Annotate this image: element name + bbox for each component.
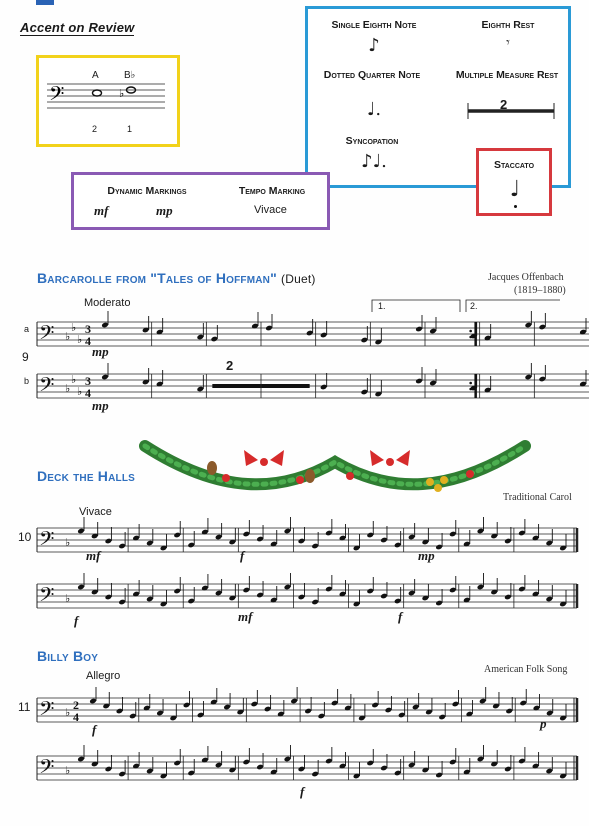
svg-text:𝄢: 𝄢 (39, 527, 55, 555)
piece-10-composer: Traditional Carol (503, 492, 572, 503)
dynamic-mf: mf (94, 203, 109, 218)
svg-text:♭: ♭ (77, 385, 83, 398)
svg-text:2: 2 (73, 698, 79, 712)
svg-text:4: 4 (85, 386, 91, 400)
note-b-label: B♭ (124, 70, 136, 81)
single-eighth-note-icon: ♪ (368, 35, 380, 56)
piece-10-staff-1 (37, 524, 577, 556)
piece-9-number: 9 (22, 350, 29, 364)
piece-10-tempo: Vivace (79, 506, 112, 518)
svg-text:3: 3 (85, 322, 91, 336)
tempo-marking-value: Vivace (254, 204, 287, 216)
note-a-label: A (92, 70, 99, 81)
piece-9-dynamic-b: mp (92, 398, 109, 413)
multiple-measure-rest-label: Multiple Measure Rest (455, 69, 559, 81)
staccato-dot-icon (514, 205, 517, 208)
piece-10-dynamic-f-1: f (240, 548, 245, 563)
piece-9-dynamic-a: mp (92, 344, 109, 359)
single-eighth-label: Single Eighth Note (331, 19, 417, 31)
piece-11-composer: American Folk Song (484, 664, 568, 675)
svg-text:♭: ♭ (65, 764, 71, 777)
piece-10-dynamic-mf-1: mf (86, 548, 101, 563)
piece-9-composer-dates: (1819–1880) (514, 285, 566, 296)
finger-a: 2 (92, 124, 98, 134)
svg-text:𝄢: 𝄢 (39, 697, 55, 725)
piece-9-tempo: Moderato (84, 297, 131, 309)
svg-text:𝄢: 𝄢 (39, 321, 55, 349)
svg-text:♭: ♭ (65, 382, 71, 395)
syncopation-icon: ♪♩. (361, 151, 387, 172)
piece-11-staff-1 (37, 694, 577, 726)
eighth-rest-icon: 𝄾 (506, 35, 510, 51)
first-ending-label: 1. (378, 301, 386, 311)
piece-10-staff-2 (37, 580, 577, 612)
dynamic-markings-label: Dynamic Markings (107, 185, 187, 197)
svg-text:𝄢: 𝄢 (39, 583, 55, 611)
dynamic-mp: mp (156, 203, 173, 218)
svg-text:𝄢: 𝄢 (49, 82, 65, 110)
piece-10-dynamic-mp: mp (418, 548, 435, 563)
second-ending-label: 2. (470, 301, 478, 311)
piece-9-multirest-count: 2 (226, 358, 234, 373)
svg-text:4: 4 (73, 710, 79, 724)
piece-11-staff-2 (37, 752, 577, 784)
piece-9-staff-a (37, 318, 589, 350)
piece-10-dynamic-f-2: f (74, 613, 79, 628)
svg-text:4: 4 (85, 334, 91, 348)
piece-11-tempo: Allegro (86, 670, 121, 682)
piece-9-part-a-label: a (24, 324, 30, 334)
dotted-quarter-note-icon: ♩. (366, 99, 382, 120)
piece-10-title: Deck the Halls (37, 468, 136, 484)
dotted-quarter-label: Dotted Quarter Note (323, 69, 421, 81)
piece-9-staff-b (37, 370, 589, 402)
piece-11-dynamic-p: p (540, 716, 547, 731)
multiple-measure-rest-count: 2 (500, 97, 508, 112)
staccato-review-box (476, 148, 552, 216)
multiple-measure-rest-icon (466, 99, 556, 123)
svg-text:3: 3 (85, 374, 91, 388)
notes-review-box (36, 55, 180, 147)
svg-text:♭: ♭ (119, 87, 125, 100)
piece-10-number: 10 (18, 530, 32, 544)
piece-11-number: 11 (18, 700, 31, 714)
svg-text:♭: ♭ (65, 592, 71, 605)
svg-text:♭: ♭ (65, 706, 71, 719)
piece-10-dynamic-mf-2: mf (238, 609, 253, 624)
eighth-rest-label: Eighth Rest (481, 19, 535, 31)
svg-text:♭: ♭ (71, 321, 77, 334)
piece-9-composer: Jacques Offenbach (488, 272, 564, 283)
tempo-marking-label: Tempo Marking (238, 185, 306, 197)
staccato-note-icon: ♩ (509, 177, 521, 202)
holiday-garland-image (140, 432, 530, 502)
piece-9-title: Barcarolle from "Tales of Hoffman" (Duet) (37, 270, 316, 286)
svg-text:♭: ♭ (65, 536, 71, 549)
dynamics-tempo-review-box (71, 172, 330, 230)
svg-text:𝄢: 𝄢 (39, 755, 55, 783)
page-corner-tab (36, 0, 54, 5)
svg-text:♭: ♭ (77, 333, 83, 346)
piece-11-title: Billy Boy (37, 648, 99, 664)
section-title: Accent on Review (20, 20, 135, 35)
piece-9-part-b-label: b (24, 376, 30, 386)
finger-b: 1 (127, 124, 133, 134)
piece-11-dynamic-f-2: f (300, 784, 305, 799)
notes-staff (47, 80, 167, 120)
piece-11-dynamic-f-1: f (92, 722, 97, 737)
svg-text:𝄢: 𝄢 (39, 373, 55, 401)
svg-text:♭: ♭ (65, 330, 71, 343)
piece-10-dynamic-f-3: f (398, 609, 403, 624)
staccato-label: Staccato (493, 159, 535, 171)
syncopation-label: Syncopation (345, 135, 399, 147)
svg-text:♭: ♭ (71, 373, 77, 386)
